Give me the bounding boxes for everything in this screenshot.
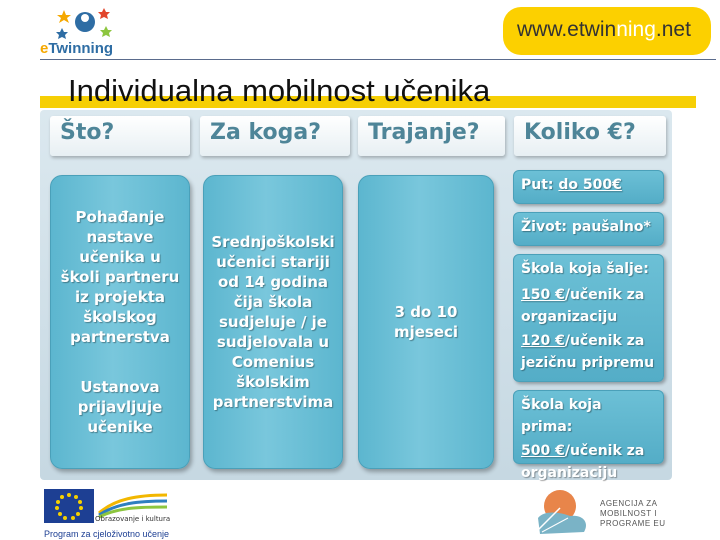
what-applicant: Ustanova prijavljuje učenike [77,378,163,436]
eu-flag-icon [44,489,94,523]
recv-amount: 500 € [521,443,565,459]
duration-value: 3 do 10 mjeseci [393,303,459,341]
sending-school-box [513,254,664,382]
lang-amount: 120 € [521,333,565,349]
llp-caption: Program za cjeloživotno učenje [44,529,170,539]
receiving-school-label: Škola koja prima: [521,397,602,435]
travel-box [513,170,664,204]
what-description: Pohađanje nastave učenika u školi partneru iz projekta školskog partnerstva [60,208,180,346]
etwinning-logo [40,4,126,58]
heading-what: Što? [50,116,190,156]
etwinning-url: www.etwinning.net [517,18,691,41]
receiving-school-box [513,390,664,481]
travel-label: Put: [521,177,554,193]
org-text: /učenik za organizaciju [521,287,645,325]
what-box [50,175,190,469]
recv-text: /učenik za organizaciju [521,443,645,481]
agency-line-1: AGENCIJA ZA [600,499,658,508]
etwinning-stars-icon [54,4,116,40]
llp-subtitle: Obrazovanje i kultura [95,515,171,523]
page-title: Individualna mobilnost učenika [68,73,491,108]
agency-name [600,499,666,529]
travel-value: do 500€ [558,177,622,193]
heading-amount: Koliko €? [514,116,666,156]
sending-school-label: Škola koja šalje: [521,261,649,277]
heading-who: Za koga? [200,116,350,156]
agency-line-3: PROGRAME EU [600,519,666,528]
agency-line-2: MOBILNOST I [600,509,657,518]
header-divider [40,59,716,60]
who-box [203,175,343,469]
agency-logo-icon [530,488,592,536]
etwinning-url-badge [503,7,711,55]
life-value: Život: paušalno* [521,219,651,235]
who-description: Srednjoškolski učenici stariji od 14 godina čija škola sudjeluje / je sudjelovala u Comenius školskim partnerstvima [211,233,335,411]
etwinning-wordmark: eTwinning [40,40,114,57]
duration-box [358,175,494,469]
life-box [513,212,664,246]
heading-duration: Trajanje? [358,116,505,156]
lang-text: /učenik za jezičnu pripremu [521,333,655,371]
org-amount: 150 € [521,287,565,303]
